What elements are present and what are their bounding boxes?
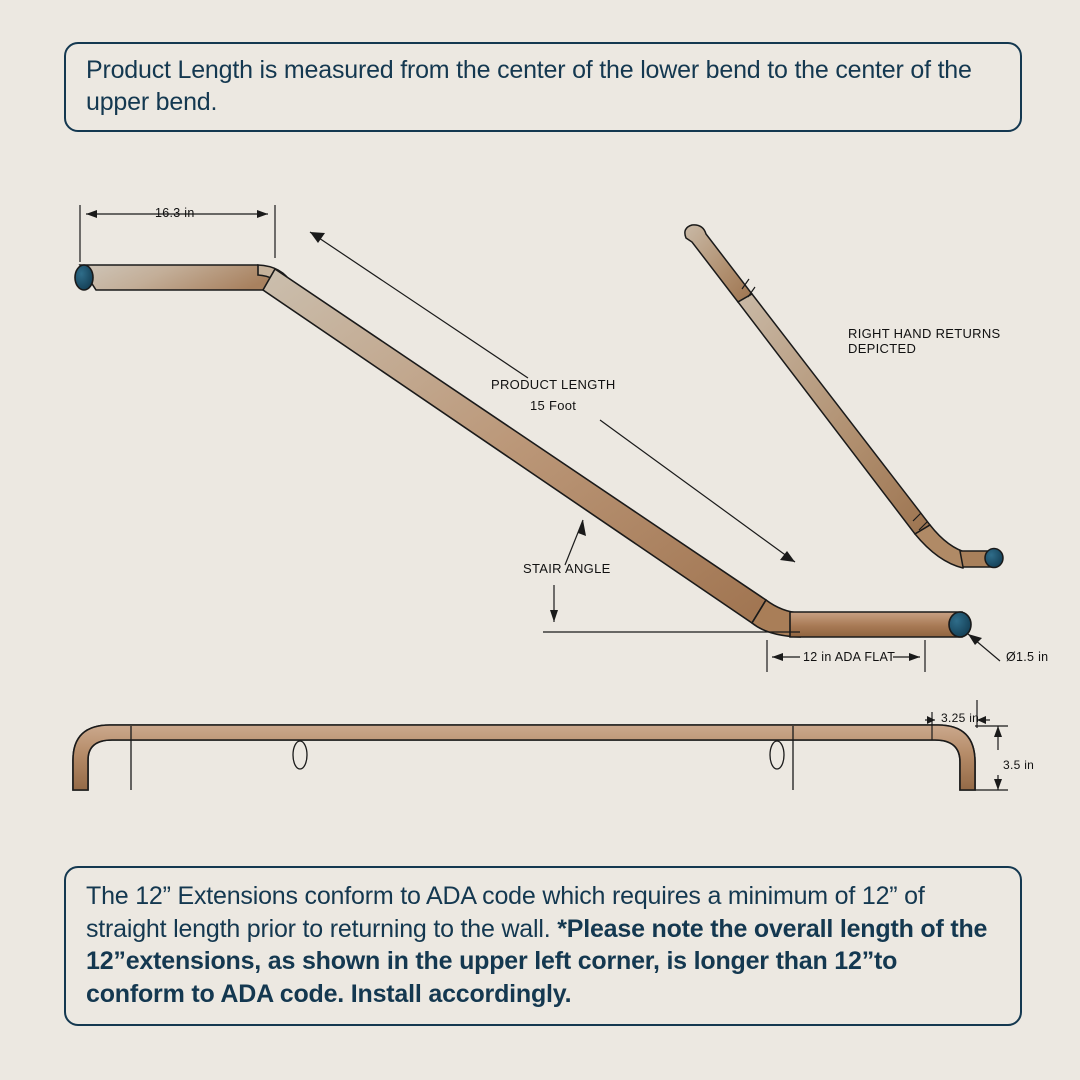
- leader-lower-bend: [600, 420, 795, 562]
- label-right-hand-returns-line1: RIGHT HAND RETURNS: [848, 326, 1001, 341]
- diagonal-run: [263, 269, 766, 623]
- callout-bottom-line2: 12” of straight length prior to returning to the wall.: [86, 882, 925, 943]
- rhr-lower-bend: [915, 525, 968, 568]
- rhr-top-return: [685, 225, 752, 302]
- label-extension-dimension: 16.3 in: [155, 206, 195, 220]
- label-dim-325: 3.25 in: [941, 711, 980, 725]
- label-product-length-value: 15 Foot: [530, 398, 577, 413]
- lower-end-cap: [949, 612, 971, 637]
- plan-splice-left: [293, 741, 307, 769]
- label-stair-angle: STAIR ANGLE: [523, 561, 611, 576]
- plan-view-handrail: [73, 725, 975, 790]
- leader-upper-bend: [310, 232, 528, 378]
- callout-bottom-line4: is longer than 12”to conform to ADA code. Install accordingly.: [86, 947, 898, 1008]
- label-right-hand-returns-line2: DEPICTED: [848, 341, 917, 356]
- callout-bottom: [64, 866, 1022, 1026]
- label-dim-35: 3.5 in: [1003, 758, 1035, 772]
- callout-bottom-bold1: *Please note the: [557, 914, 748, 943]
- ada-flat-segment: [790, 612, 962, 637]
- upper-end-cap: [75, 265, 93, 290]
- leader-diameter: [968, 634, 1000, 661]
- callout-bottom-line3: overall length of the 12”extensions, as shown in the upper left corner,: [86, 914, 988, 975]
- plan-splice-right: [770, 741, 784, 769]
- main-handrail-profile: [75, 265, 971, 637]
- upper-extension-segment: [80, 265, 284, 290]
- label-ada-flat: 12 in ADA FLAT: [803, 650, 896, 664]
- label-diameter: Ø1.5 in: [1006, 650, 1049, 664]
- rhr-end-cap: [985, 549, 1003, 568]
- callout-bottom-text: [86, 880, 1000, 1010]
- callout-top-text: Product Length is measured from the center of the lower bend to the center of the upper bend.: [86, 55, 972, 116]
- callout-bottom-line1: The 12” Extensions conform to ADA code which requires a minimum of: [86, 882, 856, 910]
- label-product-length-title: PRODUCT LENGTH: [491, 377, 616, 392]
